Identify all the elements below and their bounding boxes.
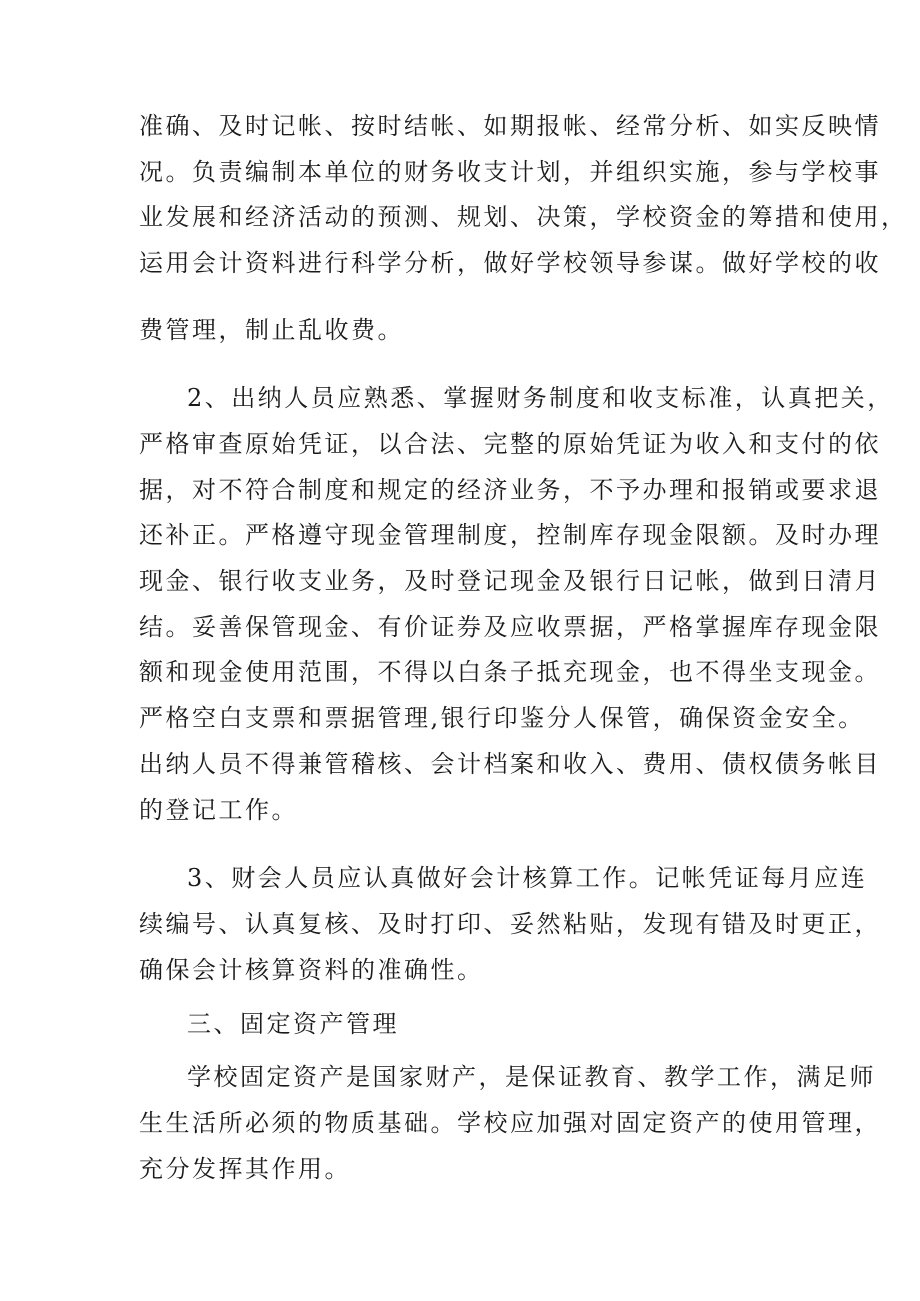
paragraph-2-line-2: 严格审查原始凭证，以合法、完整的原始凭证为收入和支付的依: [139, 430, 881, 458]
paragraph-4-line-2: 生生活所必须的物质基础。学校应加强对固定资产的使用管理，: [139, 1109, 881, 1137]
paragraph-2-line-10: 的登记工作。: [139, 796, 298, 824]
paragraph-1-line-3: 业发展和经济活动的预测、规划、决策，学校资金的筹措和使用，: [139, 203, 908, 231]
paragraph-2-line-9: 出纳人员不得兼管稽核、会计档案和收入、费用、债权债务帐目: [139, 750, 881, 778]
paragraph-2-line-3: 据，对不符合制度和规定的经济业务，不予办理和报销或要求退: [139, 476, 881, 504]
paragraph-1-line-2: 况。负责编制本单位的财务收支计划，并组织实施，参与学校事: [139, 158, 881, 186]
paragraph-2-line-4: 还补正。严格遵守现金管理制度，控制库存现金限额。及时办理: [139, 521, 881, 549]
paragraph-3-line-3: 确保会计核算资料的准确性。: [139, 956, 484, 984]
paragraph-4-line-1: 学校固定资产是国家财产，是保证教育、教学工作，满足师: [187, 1063, 876, 1091]
paragraph-2-line-7: 额和现金使用范围，不得以白条子抵充现金，也不得坐支现金。: [139, 658, 881, 686]
paragraph-3-line-2: 续编号、认真复核、及时打印、妥然粘贴，发现有错及时更正，: [139, 910, 881, 938]
section-heading-fixed-assets: 三、固定资产管理: [187, 1010, 399, 1038]
paragraph-2-line-5: 现金、银行收支业务，及时登记现金及银行日记帐，做到日清月: [139, 567, 881, 595]
paragraph-1-line-4: 运用会计资料进行科学分析，做好学校领导参谋。做好学校的收: [139, 249, 881, 277]
paragraph-4-line-3: 充分发挥其作用。: [139, 1155, 351, 1183]
paragraph-1-line-1: 准确、及时记帐、按时结帐、如期报帐、经常分析、如实反映情: [139, 112, 881, 140]
paragraph-3-line-1: 3、财会人员应认真做好会计核算工作。记帐凭证每月应连: [187, 864, 868, 892]
paragraph-1-line-5: 费管理，制止乱收费。: [139, 316, 404, 344]
paragraph-2-line-1: 2、出纳人员应熟悉、掌握财务制度和收支标准，认真把关，: [187, 384, 894, 412]
paragraph-2-line-8: 严格空白支票和票据管理,银行印鉴分人保管，确保资金安全。: [139, 704, 865, 732]
paragraph-2-line-6: 结。妥善保管现金、有价证券及应收票据，严格掌握库存现金限: [139, 613, 881, 641]
